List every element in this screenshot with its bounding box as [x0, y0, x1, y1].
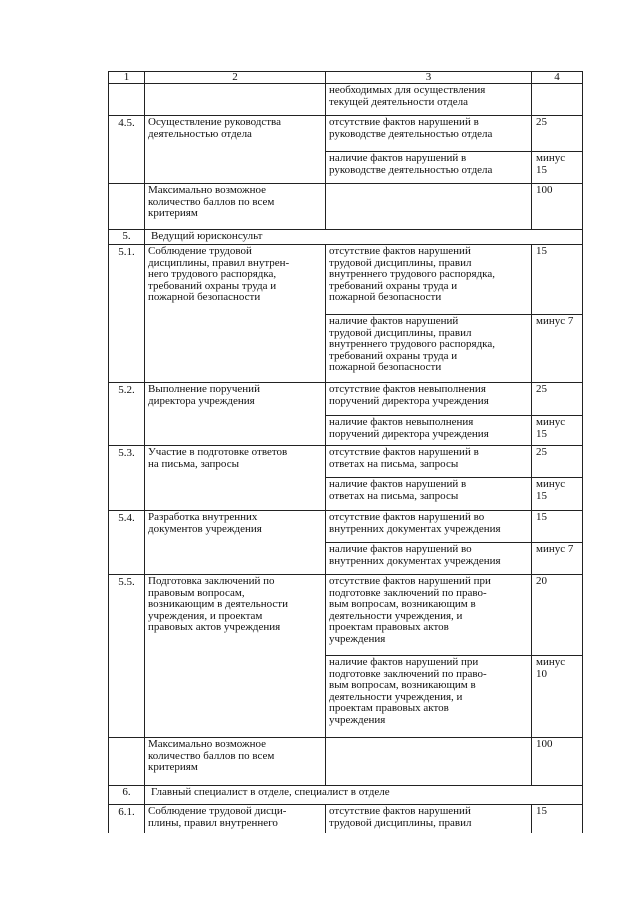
text-line: 20	[536, 575, 547, 587]
text-line: внутренних документах учреждения	[329, 554, 501, 567]
score-cell	[532, 656, 583, 738]
text-line: наличие фактов нарушений при	[329, 656, 479, 668]
section-title: Ведущий юрисконсульт	[145, 230, 583, 245]
text-line: него трудового распорядка,	[148, 268, 277, 280]
criterion-cell	[326, 446, 532, 478]
text-line: пожарной безопасности	[148, 291, 261, 303]
criterion-cell	[326, 416, 532, 446]
text-line: поручений директора учреждения	[329, 427, 489, 440]
score-cell	[532, 575, 583, 656]
criterion-cell	[326, 116, 532, 152]
text-line: правовых актов учреждения	[148, 621, 281, 633]
text-line: учреждения	[329, 632, 386, 645]
criterion-cell	[326, 575, 532, 656]
score-cell	[532, 805, 583, 833]
text-line: деятельностью отдела	[148, 127, 252, 140]
text-line: критериям	[148, 207, 198, 219]
score-cell	[532, 446, 583, 478]
text-line: 15	[536, 489, 547, 502]
text-line: требований охраны труда и	[329, 279, 458, 292]
criterion-cell	[326, 543, 532, 575]
max-score-value: 100	[532, 738, 583, 786]
criterion-cell	[326, 656, 532, 738]
text-line: руководстве деятельностью отдела	[329, 127, 493, 140]
indicator-cell	[145, 245, 326, 383]
text-line: проектам правовых актов	[329, 702, 449, 714]
text-line: внутренних документах учреждения	[329, 522, 501, 535]
text-line: пожарной безопасности	[329, 291, 442, 303]
indicator-cell	[145, 383, 326, 446]
continuation-row	[109, 84, 583, 116]
table-row	[109, 245, 583, 315]
text-line: количество баллов по всем	[148, 749, 275, 762]
score-cell	[532, 511, 583, 543]
text-line: 15	[536, 163, 547, 176]
score-cell	[532, 315, 583, 383]
text-line: отсутствие фактов нарушений при	[329, 575, 491, 587]
text-line: минус	[536, 416, 566, 428]
text-line: отсутствие фактов нарушений в	[329, 446, 479, 458]
text-line: 15	[536, 511, 547, 523]
criterion-cell	[326, 383, 532, 416]
text-line: требований охраны труда и	[148, 279, 277, 292]
table-row	[109, 116, 583, 152]
item-number: 5.3.	[109, 446, 145, 511]
text-line: Подготовка заключений по	[148, 575, 275, 587]
column-number-3: 3	[326, 72, 532, 84]
text-line: отсутствие фактов нарушений	[329, 245, 471, 257]
criterion-cell	[326, 478, 532, 511]
table-row	[109, 575, 583, 656]
text-line: 25	[536, 446, 547, 458]
text-line: трудовой дисциплины, правил	[329, 256, 472, 269]
text-line: Выполнение поручений	[148, 383, 260, 395]
text-line: отсутствие фактов нарушений	[329, 805, 471, 817]
text-line: Соблюдение трудовой дисци-	[148, 805, 287, 817]
text-line: подготовке заключений по право-	[329, 586, 487, 599]
section-number: 5.	[109, 230, 145, 245]
score-cell	[532, 245, 583, 315]
table-row	[109, 383, 583, 416]
text-line: отсутствие фактов нарушений в	[329, 116, 479, 128]
text-line: наличие фактов нарушений во	[329, 543, 472, 555]
score-cell	[532, 84, 583, 116]
item-number: 5.2.	[109, 383, 145, 446]
score-cell	[532, 416, 583, 446]
text-line: наличие фактов нарушений в	[329, 152, 467, 164]
table-row	[109, 446, 583, 478]
text-line: поручений директора учреждения	[329, 394, 489, 407]
text-line: проектам правовых актов	[329, 621, 449, 633]
table-header-row	[109, 72, 583, 84]
text-line: ответах на письма, запросы	[329, 489, 459, 502]
table-row	[109, 511, 583, 543]
text-line: трудовой дисциплины, правил	[329, 816, 472, 829]
text-line: Разработка внутренних	[148, 511, 258, 523]
text-line: дисциплины, правил внутрен-	[148, 256, 290, 269]
score-cell	[532, 543, 583, 575]
text-line: трудовой дисциплины, правил	[329, 326, 472, 339]
text-line: количество баллов по всем	[148, 195, 275, 208]
text-line: требований охраны труда и	[329, 349, 458, 362]
criterion-cell	[326, 511, 532, 543]
score-cell	[532, 116, 583, 152]
column-number-2: 2	[145, 72, 326, 84]
max-score-row	[109, 184, 583, 230]
criterion-cell	[326, 245, 532, 315]
text-line: на письма, запросы	[148, 457, 239, 470]
text-line: деятельности учреждения, и	[329, 690, 463, 703]
section-number: 6.	[109, 786, 145, 805]
text-line: учреждения, и проектам	[148, 609, 263, 622]
text-line: 25	[536, 116, 547, 128]
text-line: минус 7	[536, 315, 574, 327]
max-score-row	[109, 738, 583, 786]
text-line: наличие фактов нарушений	[329, 315, 459, 327]
text-line: внутреннего трудового распорядка,	[329, 268, 495, 280]
criterion-cell	[326, 184, 532, 230]
text-line: вым вопросам, возникающим в	[329, 598, 476, 610]
text-line: минус 7	[536, 543, 574, 555]
number-cell	[109, 84, 145, 116]
text-line: плины, правил внутреннего	[148, 816, 278, 829]
text-line: необходимых для осуществления	[329, 84, 486, 96]
text-line: ответах на письма, запросы	[329, 457, 459, 470]
text-line: отсутствие фактов невыполнения	[329, 383, 486, 395]
text-line: пожарной безопасности	[329, 361, 442, 373]
indicator-cell	[145, 575, 326, 738]
item-number: 6.1.	[109, 805, 145, 833]
score-cell	[532, 478, 583, 511]
table-row	[109, 805, 583, 833]
text-line: учреждения	[329, 713, 386, 726]
text-line: вым вопросам, возникающим в	[329, 679, 476, 691]
text-line: Осуществление руководства	[148, 116, 281, 128]
max-score-value: 100	[532, 184, 583, 230]
item-number: 5.4.	[109, 511, 145, 575]
text-line: деятельности учреждения, и	[329, 609, 463, 622]
indicator-cell	[145, 84, 326, 116]
column-number-1: 1	[109, 72, 145, 84]
text-line: подготовке заключений по право-	[329, 667, 487, 680]
text-line: минус	[536, 152, 566, 164]
column-number-4: 4	[532, 72, 583, 84]
text-line: 15	[536, 245, 547, 257]
score-cell	[532, 152, 583, 184]
text-line: возникающим в деятельности	[148, 598, 288, 610]
text-line: директора учреждения	[148, 394, 255, 407]
criterion-cell	[326, 805, 532, 833]
text-line: руководстве деятельностью отдела	[329, 163, 493, 176]
number-cell	[109, 738, 145, 786]
indicator-cell	[145, 511, 326, 575]
text-line: 25	[536, 383, 547, 395]
criterion-cell	[326, 152, 532, 184]
text-line: внутреннего трудового распорядка,	[329, 338, 495, 350]
section-row	[109, 786, 583, 805]
indicator-cell	[145, 805, 326, 833]
evaluation-criteria-table	[108, 71, 583, 833]
text-line: 15	[536, 427, 547, 440]
score-cell	[532, 383, 583, 416]
item-number: 5.1.	[109, 245, 145, 383]
text-line: критериям	[148, 761, 198, 773]
text-line: отсутствие фактов нарушений во	[329, 511, 485, 523]
text-line: документов учреждения	[148, 522, 262, 535]
max-score-label	[145, 184, 326, 230]
text-line: 15	[536, 805, 547, 817]
item-number: 5.5.	[109, 575, 145, 738]
text-line: Участие в подготовке ответов	[148, 446, 288, 458]
number-cell	[109, 184, 145, 230]
criterion-cell	[326, 738, 532, 786]
item-number: 4.5.	[109, 116, 145, 184]
text-line: Максимально возможное	[148, 184, 267, 196]
text-line: минус	[536, 656, 566, 668]
criterion-cell	[326, 84, 532, 116]
text-line: Соблюдение трудовой	[148, 245, 252, 257]
text-line: правовым вопросам,	[148, 586, 245, 599]
indicator-cell	[145, 446, 326, 511]
text-line: текущей деятельности отдела	[329, 95, 468, 108]
text-line: наличие фактов нарушений в	[329, 478, 467, 490]
text-line: наличие фактов невыполнения	[329, 416, 474, 428]
text-line: 10	[536, 667, 547, 680]
section-title: Главный специалист в отделе, специалист в отделе	[145, 786, 583, 805]
text-line: минус	[536, 478, 566, 490]
max-score-label	[145, 738, 326, 786]
indicator-cell	[145, 116, 326, 184]
text-line: Максимально возможное	[148, 738, 267, 750]
section-row	[109, 230, 583, 245]
criterion-cell	[326, 315, 532, 383]
